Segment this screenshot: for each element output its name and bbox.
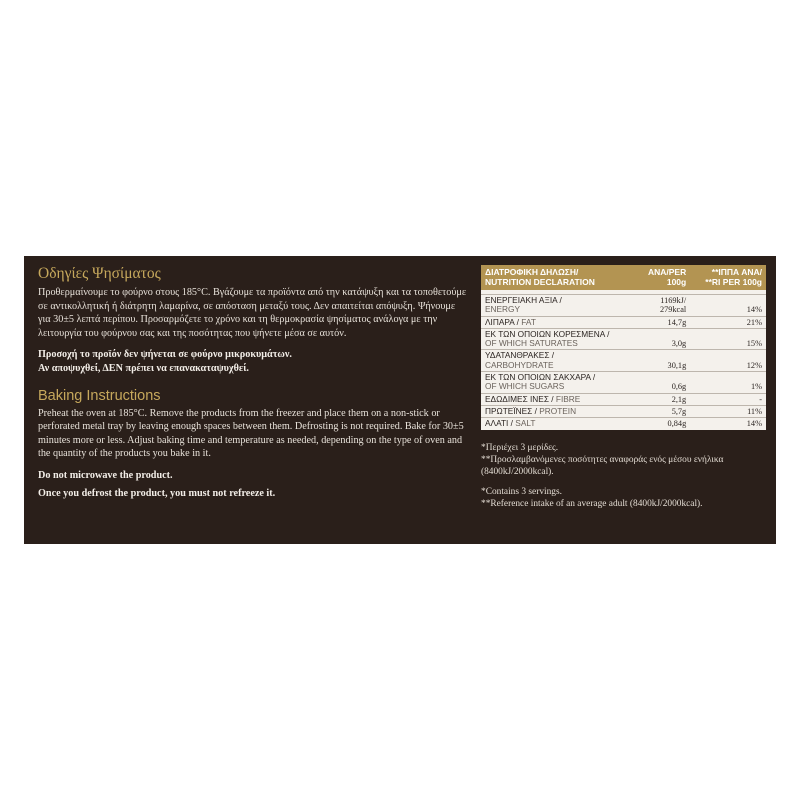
greek-instructions-title: Οδηγίες Ψησίματος: [38, 265, 161, 282]
english-microwave-warning: Do not microwave the product.: [38, 469, 173, 481]
nutrient-row-fibre: ΕΔΩΔΙΜΕΣ ΙΝΕΣ / FIBRE 2,1g -: [481, 393, 766, 405]
nutrient-row-saturates: ΕΚ ΤΩΝ ΟΠΟΙΩΝ ΚΟΡΕΣΜΕΝΑ / OF WHICH SATURATES 3,0g 15%: [481, 328, 766, 350]
nutrient-row-protein: ΠΡΩΤΕΪΝΕΣ / PROTEIN 5,7g 11%: [481, 405, 766, 417]
nutrient-row-salt: ΑΛΑΤΙ / SALT 0,84g 14%: [481, 418, 766, 430]
greek-instructions-text: Προθερμαίνουμε το φούρνο στους 185°C. Βγάζουμε τα προϊόντα από την κατάψυξη και τα τοποθετούμε σε αντικολλητική ή διάτρητη λαμαρίνα, σε απόσταση μεταξύ τους. Δεν απαιτείται απόψυξη. Ψήνουμε για 30±5 λεπτά περίπου. Προσαρμόζετε το χρόνο και τη θερμοκρασία ψησίματος ανάλογα με την λειτουργία του φούρνου σας και της ποσότητας που ψήνετε μέσα σε αυτόν.: [38, 287, 467, 339]
ri-note-english: **Reference intake of an average adult (8400kJ/2000kcal).: [481, 498, 703, 509]
nutrition-footnotes: [481, 442, 766, 510]
header-per-100g: ΑΝΑ/PER 100g: [636, 265, 690, 290]
english-instructions-title: Baking Instructions: [38, 387, 161, 404]
english-instructions-text: Preheat the oven at 185°C. Remove the products from the freezer and place them on a non-stick or perforated metal tray by leaving enough spaces between them. Defrosting is not required. Bake for 30±5 minutes more or less. Adjust baking time and temperature as needed, depending on the type of oven and the quantity of the products you bake in it.: [38, 407, 464, 460]
baking-instructions-section: [38, 265, 468, 500]
nutrient-row-energy: ΕΝΕΡΓΕΙΑΚΗ ΑΞΙΑ / ENERGY 1169kJ/ 279kcal 14%: [481, 295, 766, 317]
servings-note-english: *Contains 3 servings.: [481, 486, 562, 497]
header-declaration: ΔΙΑΤΡΟΦΙΚΗ ΔΗΛΩΣΗ/ NUTRITION DECLARATION: [481, 265, 636, 290]
nutrition-section: [481, 265, 766, 510]
ri-note-greek: **Προσλαμβανόμενες ποσότητες αναφοράς ενός μέσου ενήλικα (8400kJ/2000kcal).: [481, 454, 724, 477]
greek-microwave-warning: Προσοχή το προϊόν δεν ψήνεται σε φούρνο μικροκυμάτων.: [38, 349, 292, 361]
header-ri-per-100g: **ΙΠΠΑ ΑΝΑ/ **RI PER 100g: [690, 265, 766, 290]
english-refreeze-warning: Once you defrost the product, you must not refreeze it.: [38, 487, 276, 499]
nutrient-row-fat: ΛΙΠΑΡΑ / FAT 14,7g 21%: [481, 316, 766, 328]
nutrition-table-header: [481, 265, 766, 290]
servings-note-greek: *Περιέχει 3 μερίδες.: [481, 442, 559, 453]
nutrition-table: [481, 265, 766, 430]
nutrient-row-sugars: ΕΚ ΤΩΝ ΟΠΟΙΩΝ ΣΑΚΧΑΡΑ / OF WHICH SUGARS 0,6g 1%: [481, 372, 766, 394]
greek-refreeze-warning: Αν αποψυχθεί, ΔΕΝ πρέπει να επανακαταψυχθεί.: [38, 362, 249, 374]
product-info-panel: [24, 256, 776, 544]
nutrient-row-carbohydrate: ΥΔΑΤΑΝΘΡΑΚΕΣ / CARBOHYDRATE 30,1g 12%: [481, 350, 766, 372]
